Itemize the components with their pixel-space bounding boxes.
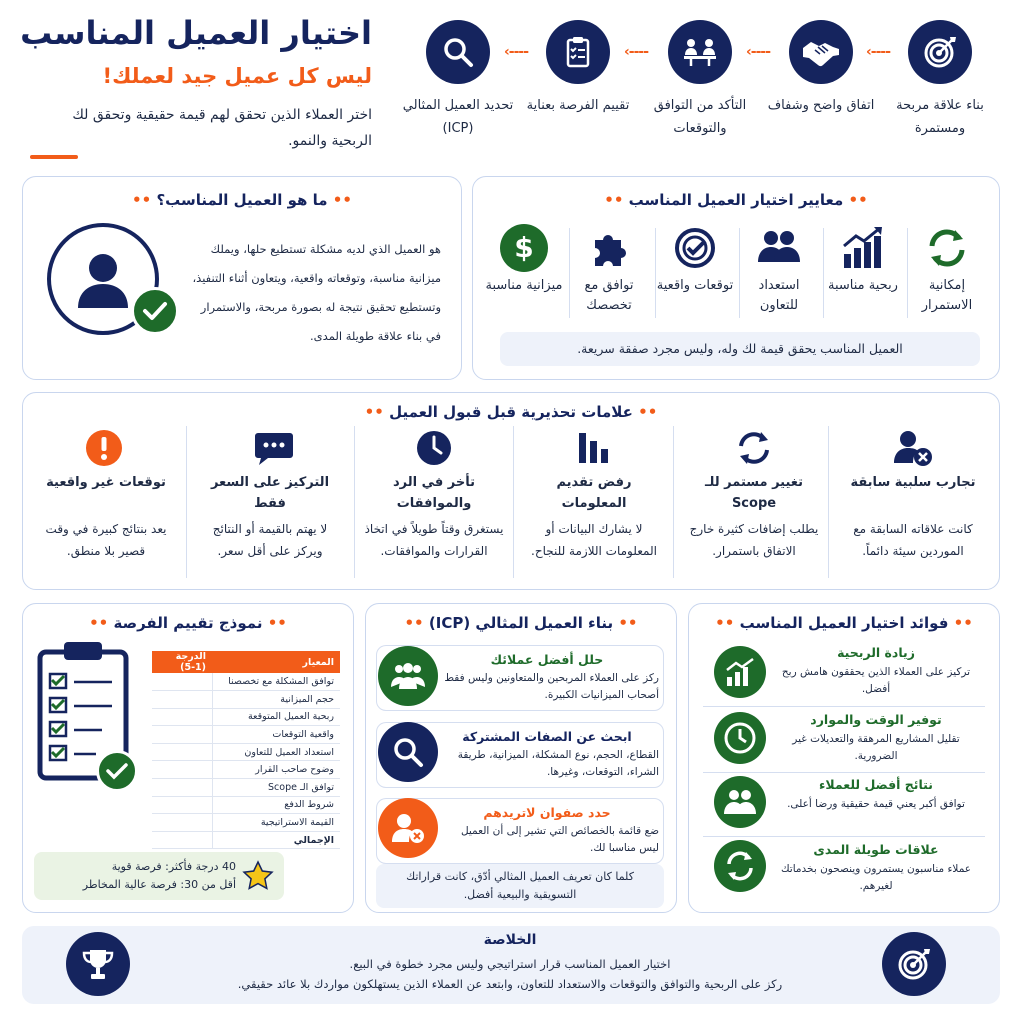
divider [703, 706, 985, 707]
growth-chart-icon [714, 646, 766, 698]
svg-text:$: $ [514, 231, 534, 264]
icp-card-desc: القطاع، الحجم، نوع المشكلة، الميزانية، طريقة الشراء، التوقعات، وغيرها. [457, 749, 659, 778]
criterion-cell: وضوح صاحب القرار [212, 761, 340, 779]
warning-desc: لا يشارك البيانات أو المعلومات اللازمة للنجاح. [531, 522, 657, 558]
score-cell[interactable] [152, 673, 212, 691]
score-cell[interactable] [152, 761, 212, 779]
criterion-cell: استعداد العميل للتعاون [212, 743, 340, 761]
flow-arrow: ----› [746, 44, 771, 60]
criterion-cell: واقعية التوقعات [212, 726, 340, 744]
scoring-table [152, 651, 340, 849]
divider [823, 228, 824, 318]
conclusion-line-2: ركز على الربحية والتوافق والتوقعات والاستعداد للتعاون، وابتعد عن العملاء الذين يستهلكون مواردك بلا عائد حقيقي. [237, 977, 783, 991]
section-title: •• علامات تحذيرية قبل قبول العميل •• [364, 403, 658, 421]
benefit-title: زيادة الربحية [837, 645, 915, 660]
chart-bars-icon [574, 428, 614, 468]
table-row [152, 796, 340, 814]
icp-card-desc: ضع قائمة بالخصائص التي تشير إلى أن العميل ليس مناسبا لك. [460, 825, 659, 854]
flow-arrow: ----› [624, 44, 649, 60]
score-cell[interactable] [152, 796, 212, 814]
benefit-title: توفير الوقت والموارد [810, 712, 942, 727]
conclusion-title: الخلاصة [483, 932, 537, 948]
criterion-label: ربحية مناسبة [828, 278, 898, 293]
criterion-label: استعداد للتعاون [758, 278, 800, 313]
team-icon [754, 226, 804, 270]
icp-card-title: ابحث عن الصفات المشتركة [462, 729, 632, 744]
criterion-cell: حجم الميزانية [212, 691, 340, 709]
step-label: تحديد العميل المثالي (ICP) [402, 98, 514, 136]
star-icon [242, 860, 274, 892]
team-icon [714, 776, 766, 828]
chat-icon [254, 428, 294, 468]
warning-desc: يطلب إضافات كثيرة خارج الاتفاق باستمرار. [689, 522, 819, 558]
benefit-desc: توافق أكبر يعني قيمة حقيقية ورضا أعلى. [787, 798, 965, 810]
dollar-icon [498, 222, 550, 274]
clock-icon [714, 712, 766, 764]
criterion-label: إمكانية الاستمرار [921, 278, 973, 313]
score-legend [34, 852, 284, 900]
check-icon [131, 287, 179, 335]
clipboard-check-icon [546, 20, 610, 84]
criterion-cell: شروط الدفع [212, 796, 340, 814]
column-header: الدرجة (1-5) [152, 651, 212, 673]
target-check-icon [670, 226, 720, 270]
score-cell[interactable] [152, 708, 212, 726]
icp-note: كلما كان تعريف العميل المثالي أدّق، كانت قراراتك التسويقية والبيعية أفضل. [376, 864, 664, 908]
table-row [152, 761, 340, 779]
divider [673, 426, 674, 578]
check-icon [96, 750, 138, 792]
alert-icon [84, 428, 124, 468]
table-row [152, 814, 340, 832]
icp-card-desc: ركز على العملاء المربحين والمتعاونين وليس فقط أصحاب الميزانيات الكبيرة. [444, 672, 659, 701]
clock-icon [414, 428, 454, 468]
step-label: التأكد من التوافق والتوقعات [653, 98, 747, 136]
benefit-desc: تركيز على العملاء الذين يحققون هامش ربح أفضل. [781, 666, 971, 695]
benefit-desc: عملاء مناسبون يستمرون وينصحون بخدماتك لغيرهم. [780, 863, 972, 892]
score-cell[interactable] [152, 779, 212, 797]
title-underline [30, 155, 78, 159]
target-icon [882, 932, 946, 996]
flow-arrow: ----› [504, 44, 529, 60]
score-cell[interactable] [152, 743, 212, 761]
criteria-note: العميل المناسب يحقق قيمة لك وله، وليس مجرد صفقة سريعة. [500, 332, 980, 366]
handshake-icon [789, 20, 853, 84]
puzzle-icon [586, 226, 636, 270]
table-row [152, 708, 340, 726]
divider [703, 836, 985, 837]
divider [354, 426, 355, 578]
warning-title: التركيز على السعر فقط [210, 475, 330, 511]
icp-card-title: حدد صفوان لاتريدهم [483, 805, 611, 820]
criterion-label: ميزانية مناسبة [485, 278, 563, 293]
total-cell: الإجمالي [212, 831, 340, 849]
criterion-label: توافق مع تخصصك [584, 278, 634, 313]
search-icon [378, 722, 438, 782]
criterion-cell: القيمة الاستراتيجية [212, 814, 340, 832]
table-row [152, 673, 340, 691]
warning-title: توقعات غير واقعية [46, 475, 166, 490]
benefit-title: نتائج أفضل للعملاء [819, 777, 933, 792]
legend-strong: 40 درجة فأكثر: فرصة قوية [111, 860, 236, 873]
criterion-label: توقعات واقعية [656, 278, 734, 293]
divider [513, 426, 514, 578]
warning-desc: يعد بنتائج كبيرة في وقت قصير بلا منطق. [45, 522, 167, 558]
what-is-panel [22, 176, 462, 380]
cycle-icon [734, 428, 774, 468]
warning-title: تجارب سلبية سابقة [850, 475, 976, 490]
benefit-title: علاقات طويلة المدى [813, 842, 939, 857]
table-row [152, 726, 340, 744]
bar-chart-icon [838, 226, 888, 270]
page-subtitle: ليس كل عميل جيد لعملك! [102, 64, 372, 88]
table-row [152, 691, 340, 709]
section-title: •• نموذج تقييم الفرصة •• [89, 614, 287, 632]
section-title: •• معايير اختيار العميل المناسب •• [604, 191, 868, 209]
icp-card-title: حلل أفضل عملائك [490, 652, 604, 667]
user-x-icon [378, 798, 438, 858]
intro-text: اختر العملاء الذين تحقق لهم قيمة حقيقية وتحقق لك الربحية والنمو. [72, 107, 372, 149]
search-icon [426, 20, 490, 84]
criterion-cell: ربحية العميل المتوقعة [212, 708, 340, 726]
score-cell[interactable] [152, 726, 212, 744]
table-row [152, 779, 340, 797]
warning-desc: كانت علاقاته السابقة مع الموردين سيئة دائماً. [853, 522, 973, 558]
conclusion-line-1: اختيار العميل المناسب قرار استراتيجي وليس مجرد خطوة في البيع. [349, 957, 671, 971]
what-is-text: هو العميل الذي لديه مشكلة تستطيع حلها، ويملك ميزانية مناسبة، وتوقعاته واقعية، ويتعاون أثناء التنفيذ، وتستطيع تحقيق نتيجة له بصورة مربحة، والاستمرار في بناء علاقة طويلة المدى. [192, 242, 441, 343]
section-title: •• فوائد اختيار العميل المناسب •• [715, 614, 973, 632]
divider [655, 228, 656, 318]
user-x-icon [893, 428, 933, 468]
meeting-icon [668, 20, 732, 84]
target-icon [908, 20, 972, 84]
warning-title: تأخر في الرد والموافقات [392, 475, 476, 511]
divider [828, 426, 829, 578]
section-title: •• بناء العميل المثالي (ICP) •• [404, 614, 638, 632]
score-cell[interactable] [152, 831, 212, 849]
refresh-icon [714, 840, 766, 892]
warning-title: رفض تقديم المعلومات [556, 475, 632, 511]
flow-arrow: ----› [866, 44, 891, 60]
score-cell[interactable] [152, 814, 212, 832]
section-title: •• ما هو العميل المناسب؟ •• [132, 191, 352, 209]
refresh-icon [922, 226, 972, 270]
trophy-icon [66, 932, 130, 996]
team-icon [378, 646, 438, 706]
step-label: تقييم الفرصة بعناية [526, 98, 630, 113]
warning-desc: لا يهتم بالقيمة أو النتائج ويركز على أقل سعر. [212, 522, 328, 558]
legend-risk: أقل من 30: فرصة عالية المخاطر [82, 878, 236, 891]
benefit-desc: تقليل المشاريع المرهقة والتعديلات غير الضرورية. [792, 733, 960, 762]
table-header-row [152, 651, 340, 673]
warning-desc: يستغرق وقتاً طويلاً في اتخاذ القرارات والموافقات. [364, 522, 504, 558]
warning-title: تغيير مستمر للـ Scope [705, 475, 803, 511]
table-row [152, 831, 340, 849]
score-cell[interactable] [152, 691, 212, 709]
divider [703, 772, 985, 773]
criterion-cell: توافق الـ Scope [212, 779, 340, 797]
page-title: اختيار العميل المناسب [20, 14, 372, 52]
column-header: المعيار [212, 651, 340, 673]
divider [186, 426, 187, 578]
table-row [152, 743, 340, 761]
step-label: بناء علاقة مربحة ومستمرة [896, 98, 984, 136]
step-label: اتفاق واضح وشفاف [767, 98, 875, 113]
criterion-cell: توافق المشكلة مع تخصصنا [212, 673, 340, 691]
